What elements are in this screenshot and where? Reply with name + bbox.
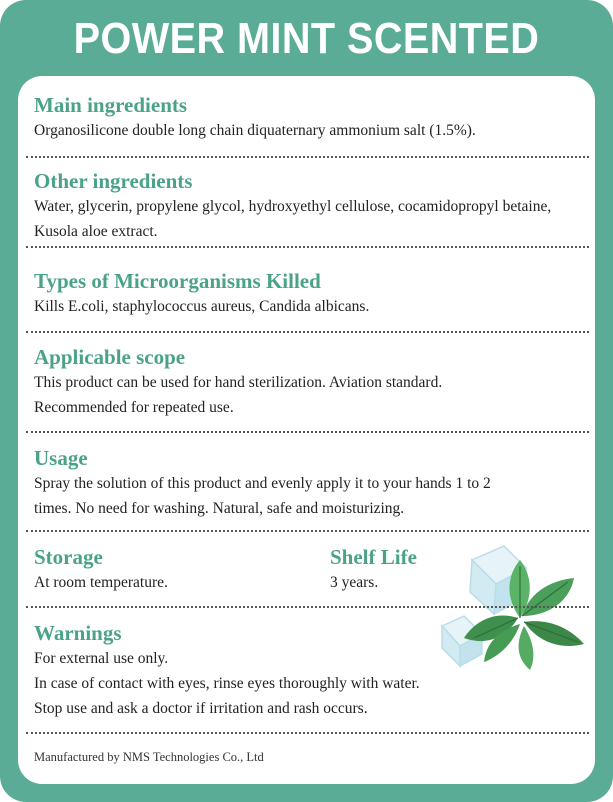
text-microorganisms: Kills E.coli, staphylococcus aureus, Candida albicans. — [34, 298, 370, 315]
section-usage — [34, 445, 585, 521]
heading-applicable-scope: Applicable scope — [34, 345, 186, 369]
heading-microorganisms: Types of Microorganisms Killed — [34, 269, 321, 293]
heading-other-ingredients: Other ingredients — [34, 169, 193, 193]
text-storage: At room temperature. — [34, 574, 168, 591]
text-warning-line-3: Stop use and ask a doctor if irritation and rash occurs. — [34, 700, 368, 717]
section-microorganisms — [34, 268, 585, 319]
manufacturer-note: Manufactured by NMS Technologies Co., Ltd — [34, 750, 264, 764]
text-scope-line-2: Recommended for repeated use. — [34, 399, 234, 416]
heading-main-ingredients: Main ingredients — [34, 93, 188, 117]
info-card — [18, 76, 595, 784]
section-warnings — [34, 620, 585, 721]
divider — [26, 156, 589, 158]
heading-shelf-life: Shelf Life — [330, 545, 417, 569]
divider — [26, 606, 589, 608]
text-scope-line-1: This product can be used for hand sterilization. Aviation standard. — [34, 374, 443, 391]
divider — [26, 530, 589, 532]
section-applicable-scope — [34, 344, 585, 420]
divider — [26, 431, 589, 433]
text-warning-line-2: In case of contact with eyes, rinse eyes thoroughly with water. — [34, 675, 420, 692]
heading-usage: Usage — [34, 446, 88, 470]
text-usage-line-1: Spray the solution of this product and evenly apply it to your hands 1 to 2 — [34, 475, 491, 492]
text-other-ingredients: Water, glycerin, propylene glycol, hydroxyethyl cellulose, cocamidopropyl betaine, Kusola aloe extract. — [34, 198, 552, 240]
divider — [26, 732, 589, 734]
section-shelf-life — [330, 544, 450, 595]
section-other-ingredients — [34, 168, 585, 244]
section-storage — [34, 544, 314, 595]
heading-warnings: Warnings — [34, 621, 122, 645]
product-title: POWER MINT SCENTED — [73, 14, 540, 63]
divider — [26, 331, 589, 333]
text-shelf-life: 3 years. — [330, 574, 379, 591]
divider — [26, 246, 589, 248]
text-usage-line-2: times. No need for washing. Natural, safe and moisturizing. — [34, 500, 405, 517]
text-warning-line-1: For external use only. — [34, 650, 169, 667]
heading-storage: Storage — [34, 545, 103, 569]
text-main-ingredients: Organosilicone double long chain diquaternary ammonium salt (1.5%). — [34, 122, 476, 139]
section-main-ingredients — [34, 92, 585, 143]
